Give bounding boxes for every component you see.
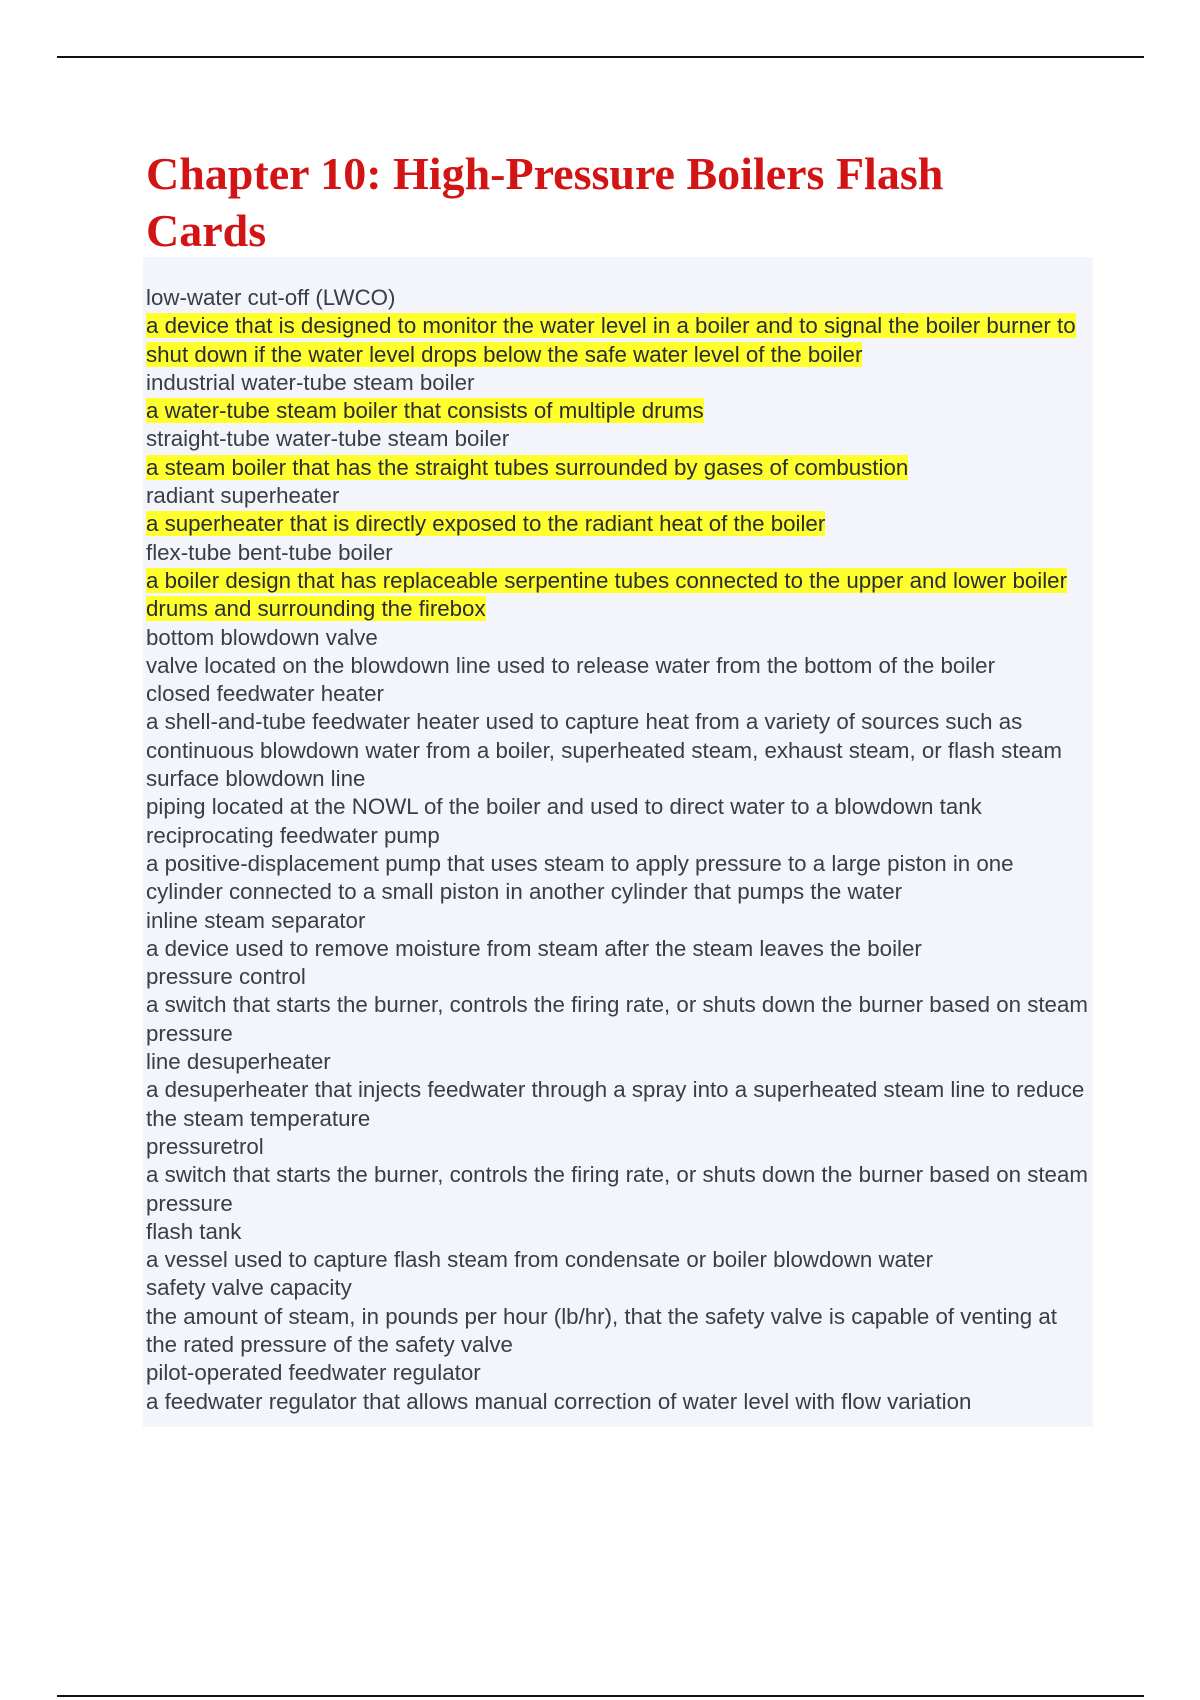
- term-text: safety valve capacity: [146, 1275, 352, 1301]
- term-12: [146, 1048, 1093, 1076]
- term-text: flex-tube bent-tube boiler: [146, 539, 393, 565]
- term-text: reciprocating feedwater pump: [146, 822, 440, 848]
- term-text: flash tank: [146, 1218, 242, 1244]
- definition-1: [146, 312, 1093, 369]
- term-11: [146, 963, 1093, 991]
- definition-text: a water-tube steam boiler that consists of multiple drums: [146, 398, 704, 424]
- definition-text: a boiler design that has replaceable serpentine tubes connected to the upper and lower boiler drums and surrounding the firebox: [146, 567, 1067, 622]
- term-13: [146, 1133, 1093, 1161]
- term-text: inline steam separator: [146, 907, 366, 933]
- definition-text: a shell-and-tube feedwater heater used to capture heat from a variety of sources such as continuous blowdown water from a boiler, superheated steam, exhaust steam, or flash steam: [146, 709, 1062, 763]
- definition-4: [146, 510, 1093, 538]
- definition-3: [146, 454, 1093, 482]
- definition-14: [146, 1246, 1093, 1274]
- term-text: industrial water-tube steam boiler: [146, 369, 475, 395]
- term-8: [146, 765, 1093, 793]
- term-text: pressure control: [146, 964, 306, 990]
- term-text: straight-tube water-tube steam boiler: [146, 426, 510, 452]
- term-7: [146, 680, 1093, 708]
- definition-10: [146, 935, 1093, 963]
- definition-7: [146, 708, 1093, 765]
- definition-text: a desuperheater that injects feedwater through a spray into a superheated steam line to reduce the steam temperature: [146, 1077, 1085, 1131]
- definition-text: a device that is designed to monitor the water level in a boiler and to signal the boiler burner to shut down if the water level drops below the safe water level of the boiler: [146, 313, 1076, 367]
- term-1: [146, 284, 1093, 312]
- definition-12: [146, 1076, 1093, 1133]
- page-title: Chapter 10: High-Pressure Boilers Flash Cards: [146, 148, 944, 256]
- term-text: line desuperheater: [146, 1049, 331, 1075]
- term-5: [146, 539, 1093, 567]
- definition-text: a switch that starts the burner, controls the firing rate, or shuts down the burner based on steam pressure: [146, 1162, 1088, 1216]
- term-3: [146, 425, 1093, 453]
- definition-8: [146, 793, 1093, 821]
- term-text: pressuretrol: [146, 1133, 264, 1159]
- term-text: bottom blowdown valve: [146, 624, 378, 650]
- flashcard-list: [143, 257, 1093, 1427]
- definition-text: piping located at the NOWL of the boiler and used to direct water to a blowdown tank: [146, 794, 982, 820]
- definition-5: [146, 567, 1093, 624]
- definition-text: a steam boiler that has the straight tubes surrounded by gases of combustion: [146, 454, 909, 480]
- term-2: [146, 369, 1093, 397]
- term-text: closed feedwater heater: [146, 681, 384, 707]
- definition-text: a superheater that is directly exposed to the radiant heat of the boiler: [146, 511, 826, 537]
- definition-2: [146, 397, 1093, 425]
- term-15: [146, 1274, 1093, 1302]
- term-14: [146, 1218, 1093, 1246]
- definition-text: a switch that starts the burner, controls the firing rate, or shuts down the burner based on steam pressure: [146, 992, 1088, 1046]
- definition-15: [146, 1303, 1093, 1360]
- definition-11: [146, 991, 1093, 1048]
- definition-16: [146, 1388, 1093, 1416]
- footer-rule: [57, 1695, 1144, 1697]
- term-9: [146, 822, 1093, 850]
- definition-text: a feedwater regulator that allows manual correction of water level with flow variation: [146, 1388, 972, 1414]
- term-text: low-water cut-off (LWCO): [146, 285, 396, 310]
- definition-9: [146, 850, 1093, 907]
- definition-13: [146, 1161, 1093, 1218]
- definition-text: a vessel used to capture flash steam from condensate or boiler blowdown water: [146, 1247, 933, 1273]
- definition-text: a device used to remove moisture from steam after the steam leaves the boiler: [146, 935, 922, 961]
- header-rule: [57, 56, 1144, 58]
- term-text: radiant superheater: [146, 483, 340, 509]
- term-6: [146, 624, 1093, 652]
- definition-text: the amount of steam, in pounds per hour (lb/hr), that the safety valve is capable of venting at the rated pressure of the safety valve: [146, 1303, 1057, 1357]
- term-text: surface blowdown line: [146, 766, 366, 792]
- definition-text: a positive-displacement pump that uses steam to apply pressure to a large piston in one cylinder connected to a small piston in another cylinder that pumps the water: [146, 850, 1014, 905]
- definition-text: valve located on the blowdown line used to release water from the bottom of the boiler: [146, 652, 996, 678]
- definition-6: [146, 652, 1093, 680]
- term-4: [146, 482, 1093, 510]
- term-16: [146, 1359, 1093, 1387]
- term-10: [146, 907, 1093, 935]
- term-text: pilot-operated feedwater regulator: [146, 1360, 481, 1386]
